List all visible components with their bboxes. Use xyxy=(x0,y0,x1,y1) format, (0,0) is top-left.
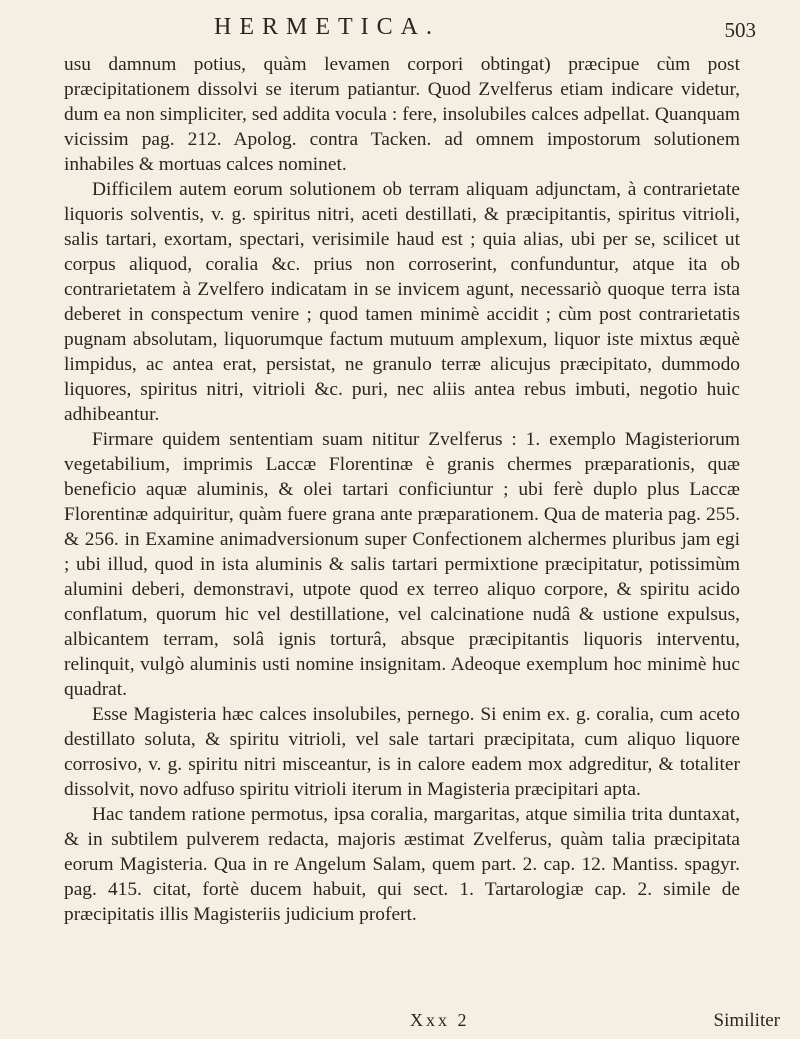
catchword: Similiter xyxy=(713,1010,780,1031)
paragraph: Hac tandem ratione permotus, ipsa coralia, margaritas, atque similia trita duntaxat, & in subtilem pulverem redacta, majoris æstimat Zvelferus, quàm talia præcipitata eorum Magisteria. Qua in re Angelum Salam, quem part. 2. cap. 12. Mantiss. spagyr. pag. 415. citat, fortè ducem habuit, qui sect. 1. Tartarologiæ cap. 2. simile de præcipitatis illis Magisteriis judicium profert. xyxy=(64,804,740,925)
paragraph: usu damnum potius, quàm levamen corpori obtingat) præcipue cùm post præcipitationem dissolvi se iterum patiantur. Quod Zvelferus etiam indicare videtur, dum ea non simpliciter, sed addita vocula : fere, insolubiles calces adpellat. Quanquam vicissim pag. 212. Apolog. contra Tacken. ad omnem impostorum solutionem inhabiles & mortuas calces nominet. xyxy=(64,54,740,175)
signature-mark: Xxx 2 xyxy=(410,1010,470,1030)
body-text xyxy=(64,52,740,927)
running-title: HERMETICA. xyxy=(214,14,440,40)
page-number: 503 xyxy=(724,18,756,42)
paragraph: Firmare quidem sententiam suam nititur Zvelferus : 1. exemplo Magisteriorum vegetabilium, imprimis Laccæ Florentinæ è granis chermes præparationis, quæ beneficio aquæ aluminis, & olei tartari conficiuntur ; ubi ferè duplo plus Laccæ Florentinæ adquiritur, quàm fuere grana ante præparationem. Qua de materia pag. 255. & 256. in Examine animadversionum super Confectionem alchermes pluribus jam egi ; ubi illud, quod in ista aluminis & salis tartari permixtione præcipitatur, potissimùm alumini deberi, demonstravi, utpote quod ex terreo aliquo corpore, & spiritu acido conflatum, quorum hic vel destillatione, vel calcinatione nudâ & ustione expulsus, albicantem terram, solâ ignis torturâ, absque præcipitantis liquoris interventu, relinquit, vulgò aluminis usti nomine insignitam. Adeoque exemplum hoc minimè huc quadrat. xyxy=(64,429,740,700)
paragraph: Difficilem autem eorum solutionem ob terram aliquam adjunctam, à contrarietate liquoris solventis, v. g. spiritus nitri, aceti destillati, & præcipitantis, spiritus vitrioli, salis tartari, exortam, spectari, verisimile haud est ; quia alias, ubi per se, scilicet ut corpus aliquod, coralia &c. prius non corroserint, confunduntur, atque ita ob contrarietatem à Zvelfero indicatam in se invicem agunt, necessariò quoque terra ista deberet in conspectum venire ; quod tamen minimè accidit ; cùm post contrarietatis pugnam absolutam, liquorumque factum mutuum amplexum, liquor iste mixtus æquè limpidus, ac antea erat, persistat, ne granulo terræ alicujus præcipitato, dummodo liquores, spiritus nitri, vitrioli &c. puri, nec aliis antea rebus imbuti, negotio huic adhibeantur. xyxy=(64,179,740,425)
paragraph: Esse Magisteria hæc calces insolubiles, pernego. Si enim ex. g. coralia, cum aceto destillato soluta, & spiritu vitrioli, vel sale tartari præcipitata, cum aliquo liquore corrosivo, v. g. spiritu nitri misceantur, is in calore eadem mox adgreditur, & totaliter dissolvit, novo adfuso spiritu vitrioli iterum in Magisteria præcipitari apta. xyxy=(64,704,740,800)
page-header xyxy=(64,8,756,52)
